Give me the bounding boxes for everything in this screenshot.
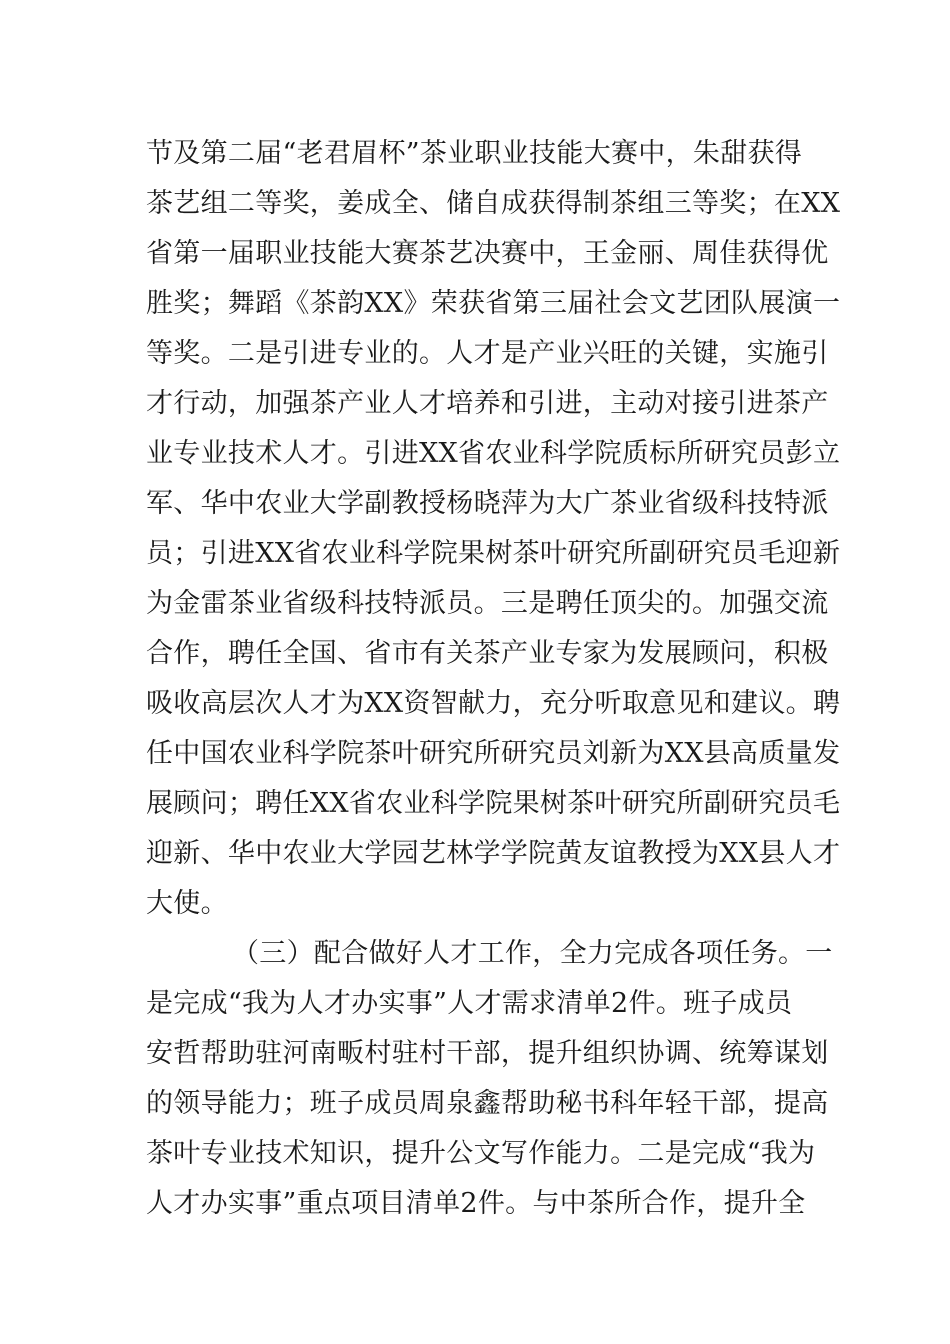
paragraph-line: 茶叶专业技术知识，提升公文写作能力。二是完成“我为	[146, 1138, 816, 1169]
paragraph-line: 等奖。二是引进专业的。人才是产业兴旺的关键，实施引	[146, 338, 829, 369]
paragraph-line: 才行动，加强茶产业人才培养和引进，主动对接引进茶产	[146, 388, 829, 419]
paragraph-line: 任中国农业科学院茶叶研究所研究员刘新为XX县高质量发	[146, 738, 841, 769]
paragraph-line: 胜奖；舞蹈《茶韵XX》荣获省第三届社会文艺团队展演一	[146, 288, 841, 319]
paragraph-line: 是完成“我为人才办实事”人才需求清单2件。班子成员	[146, 988, 793, 1019]
paragraph-line: 省第一届职业技能大赛茶艺决赛中，王金丽、周佳获得优	[146, 238, 829, 269]
paragraph-line: 迎新、华中农业大学园艺林学学院黄友谊教授为XX县人才	[146, 838, 841, 869]
paragraph-line: 安哲帮助驻河南畈村驻村干部，提升组织协调、统筹谋划	[146, 1038, 829, 1069]
paragraph-line: 军、华中农业大学副教授杨晓萍为大广茶业省级科技特派	[146, 488, 829, 519]
paragraph-line: 合作，聘任全国、省市有关茶产业专家为发展顾问，积极	[146, 638, 829, 669]
paragraph-line: 员；引进XX省农业科学院果树茶叶研究所副研究员毛迎新	[146, 538, 841, 569]
paragraph-line: 业专业技术人才。引进XX省农业科学院质标所研究员彭立	[146, 438, 841, 469]
section-heading-line: （三）配合做好人才工作，全力完成各项任务。一	[232, 938, 833, 969]
paragraph-line: 展顾问；聘任XX省农业科学院果树茶叶研究所副研究员毛	[146, 788, 841, 819]
paragraph-line: 吸收高层次人才为XX资智献力，充分听取意见和建议。聘	[146, 688, 841, 719]
paragraph-line: 大使。	[146, 888, 228, 919]
paragraph-line: 茶艺组二等奖，姜成全、储自成获得制茶组三等奖；在XX	[146, 188, 841, 219]
paragraph-line: 节及第二届“老君眉杯”茶业职业技能大赛中，朱甜获得	[146, 138, 803, 169]
paragraph-line: 的领导能力；班子成员周泉鑫帮助秘书科年轻干部，提高	[146, 1088, 829, 1119]
paragraph-line: 为金雷茶业省级科技特派员。三是聘任顶尖的。加强交流	[146, 588, 829, 619]
paragraph-line: 人才办实事”重点项目清单2件。与中茶所合作，提升全	[146, 1188, 806, 1219]
